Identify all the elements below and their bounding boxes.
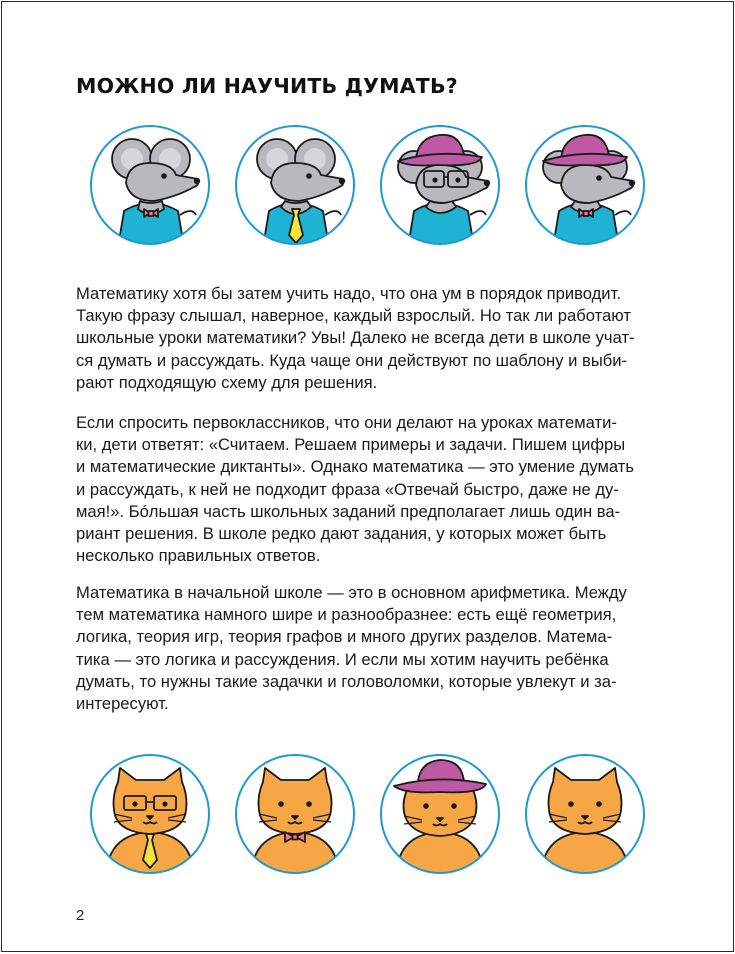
cat-bowtie-icon	[233, 752, 357, 876]
mouse-portrait	[88, 123, 233, 247]
mouse-tie-icon	[233, 123, 357, 247]
page-title: МОЖНО ЛИ НАУЧИТЬ ДУМАТЬ?	[76, 74, 458, 98]
cat-illustration-row	[88, 752, 668, 876]
mouse-portrait	[523, 123, 668, 247]
paragraph: Математику хотя бы затем учить надо, что она ум в порядок приводит. Такую фразу слышал, наверное, каждый взрослый. Но так ли работают школьные уроки математики? Увы! Далеко не всегда дети в школе учат- ся думать и рассуждать. Куда чаще они действуют по шаблону и выби- рают подходящую схему для решения.	[76, 284, 635, 392]
paragraph: Математика в начальной школе — это в основном арифметика. Между тем математика намного шире и разнообразнее: есть ещё геометрия, логика, теория игр, теория графов и много других разделов. Матема- тика — это логика и рассуждения. И если мы хотим научить ребёнка думать, то нужны такие задачки и головоломки, которые увлекут и за- интересуют.	[76, 583, 627, 714]
cat-plain-icon	[523, 752, 647, 876]
mouse-hat-glasses-icon	[378, 123, 502, 247]
cat-portrait	[88, 752, 233, 876]
paragraph: Если спросить первоклассников, что они делают на уроках математи- ки, дети ответят: «Считаем. Решаем примеры и задачи. Пишем цифры и математические диктанты». Однако математика — это умение думать и рассуждать, к ней не подходит фраза «Отвечай быстро, даже не ду- мая!». Бóльшая часть школьных заданий предполагает лишь один ва- риант решения. В школе редко дают задания, у которых может быть несколько правильных ответов.	[76, 413, 634, 566]
cat-glasses-tie-icon	[88, 752, 212, 876]
cat-hat-icon	[378, 752, 502, 876]
page	[1, 1, 734, 952]
cat-portrait	[523, 752, 668, 876]
mouse-portrait	[378, 123, 523, 247]
cat-portrait	[378, 752, 523, 876]
cat-portrait	[233, 752, 378, 876]
mouse-portrait	[233, 123, 378, 247]
page-number: 2	[76, 907, 85, 924]
mouse-illustration-row	[88, 123, 668, 247]
mouse-bowtie-icon	[88, 123, 212, 247]
mouse-hat-bowtie-icon	[523, 123, 647, 247]
